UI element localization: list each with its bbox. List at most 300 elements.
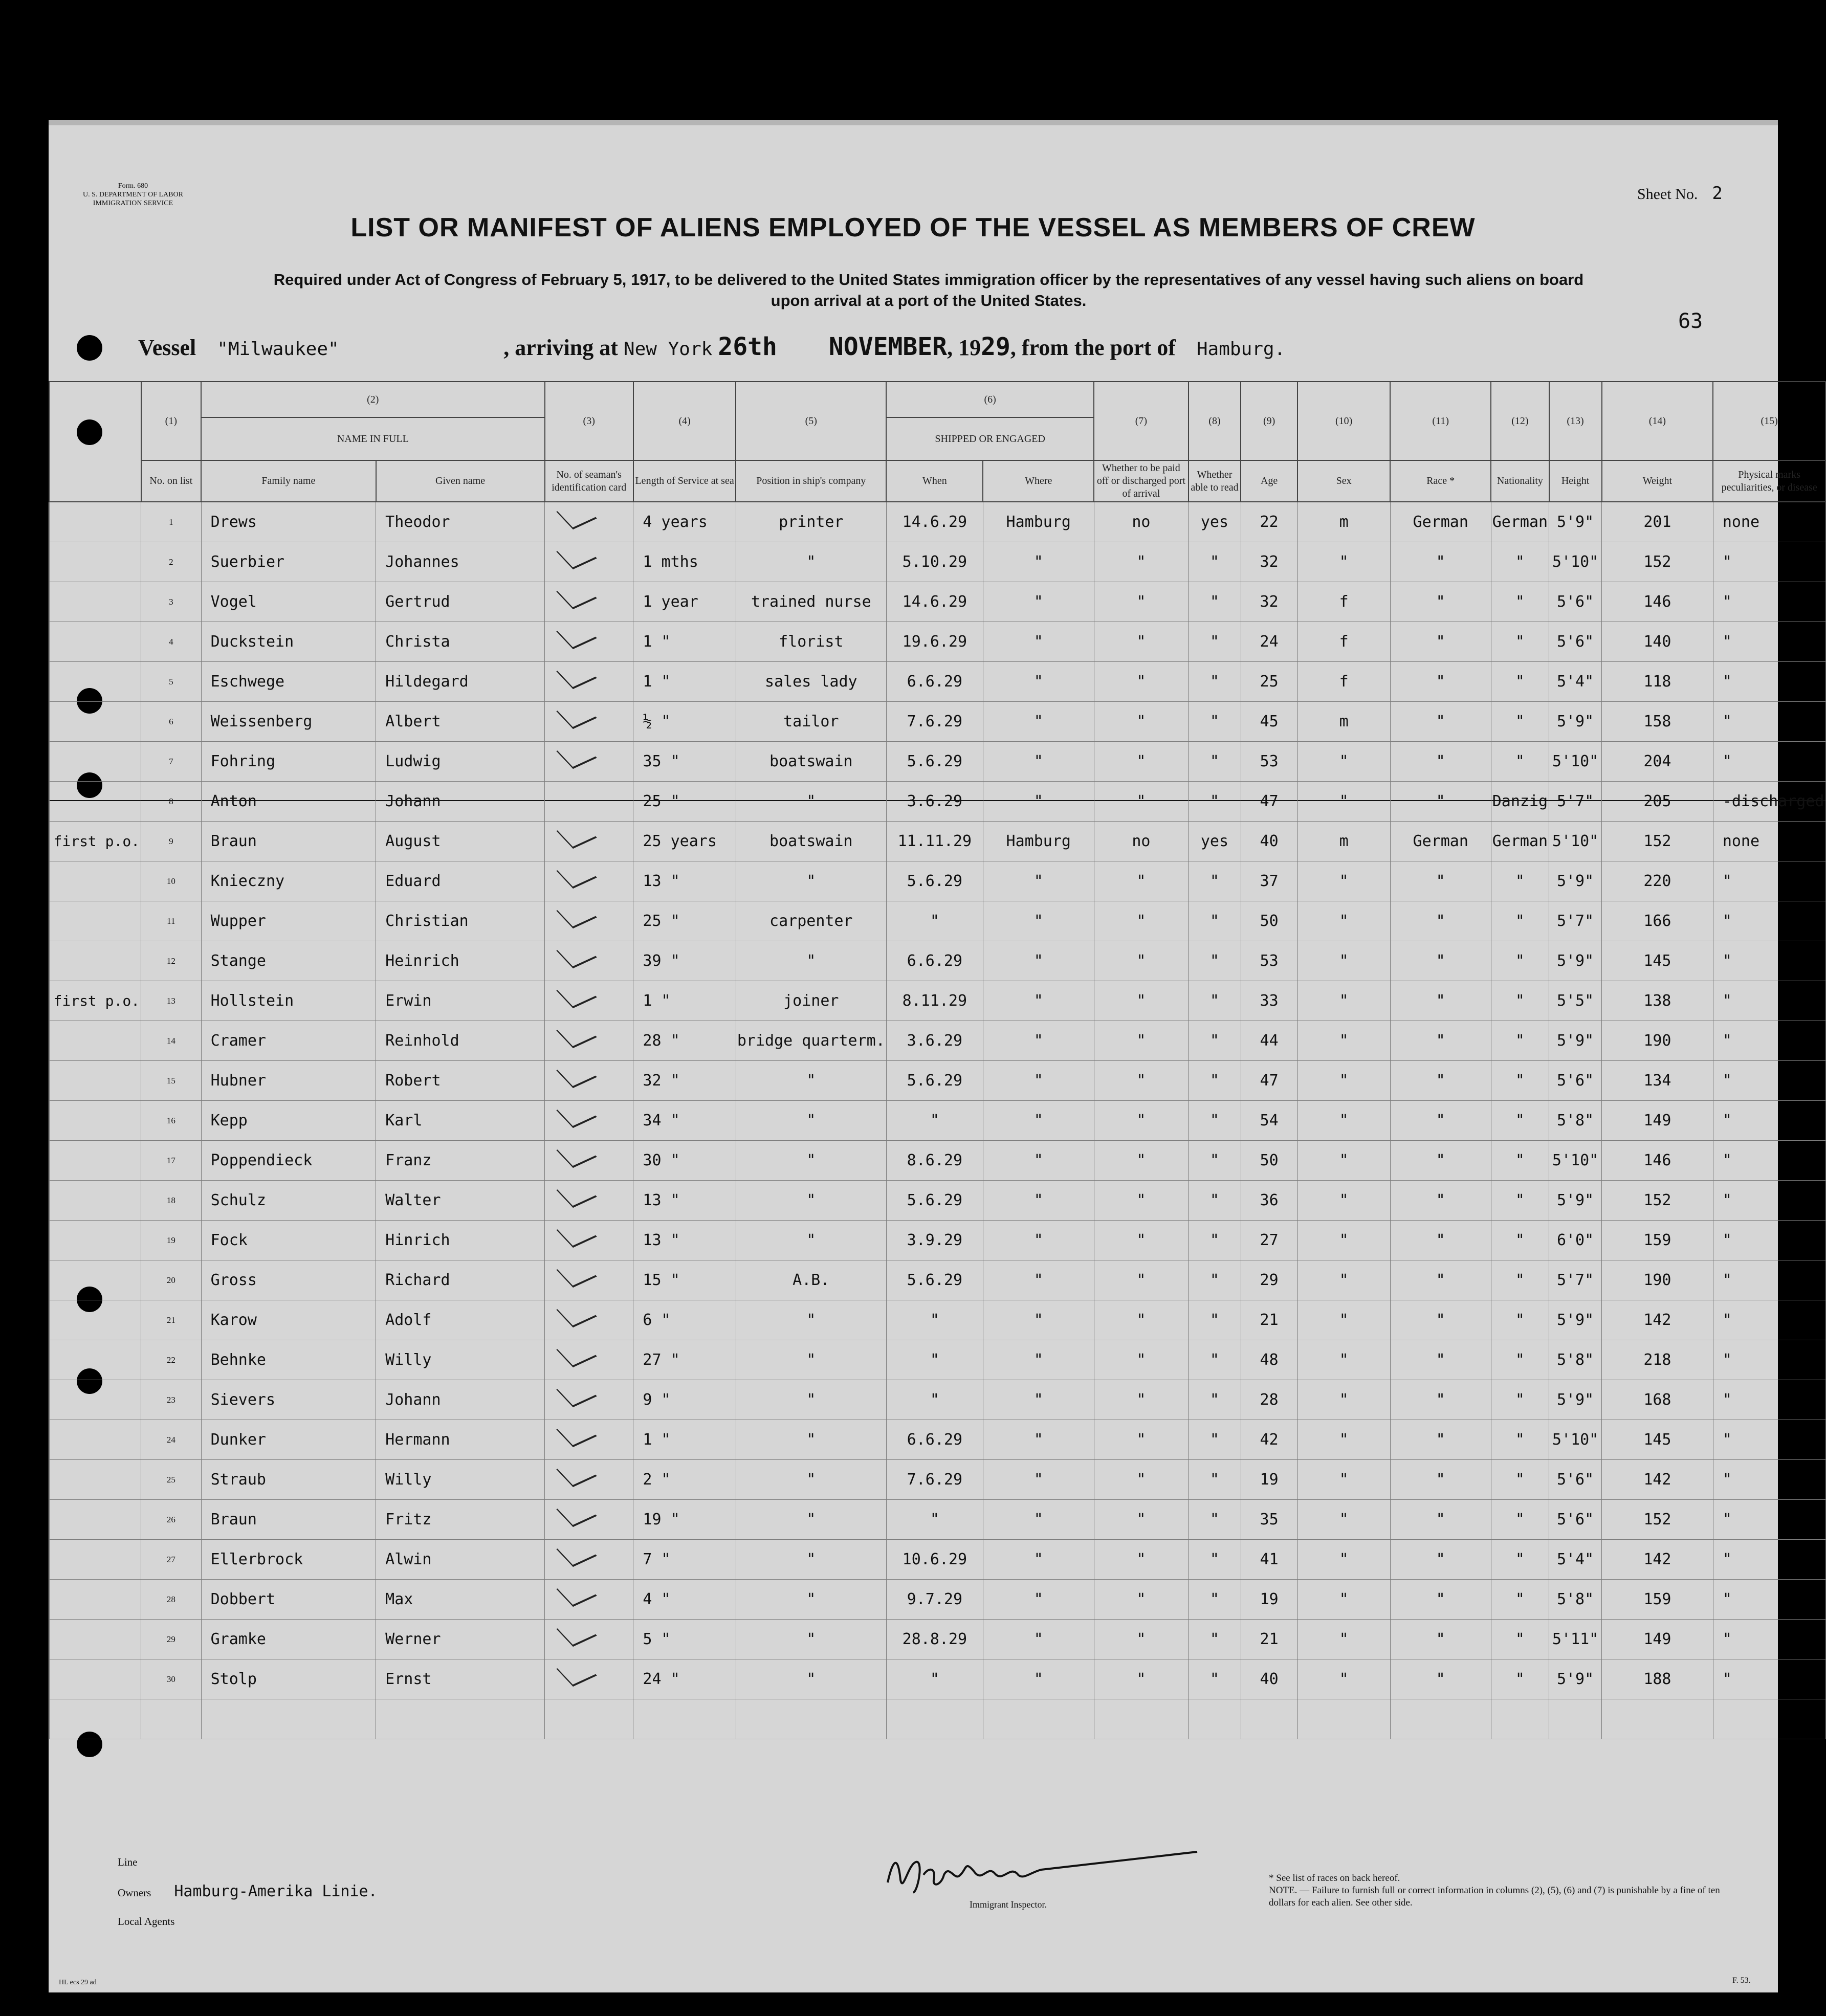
vessel-line (138, 333, 1285, 361)
given-name-cell: Gertrud (376, 582, 545, 622)
family-name-cell: Ellerbrock (201, 1540, 376, 1580)
sex-cell: " (1297, 981, 1390, 1021)
arrival-day: 26th (718, 333, 777, 361)
given-name-cell: Albert (376, 702, 545, 742)
family-name-cell: Braun (201, 1500, 376, 1540)
remark-cell (49, 1620, 141, 1659)
height-cell: 5'4" (1549, 1540, 1602, 1580)
row-number: 25 (141, 1460, 202, 1500)
remark-cell (49, 1061, 141, 1101)
physical-marks-cell: " (1713, 1500, 1825, 1540)
row-number: 21 (141, 1300, 202, 1340)
physical-marks-cell: " (1713, 941, 1825, 981)
empty-cell (1549, 1699, 1602, 1739)
nationality-cell: " (1491, 1181, 1549, 1221)
row-number: 13 (141, 981, 202, 1021)
paid-off-cell: " (1094, 1021, 1189, 1061)
arrival-month: NOVEMBER (828, 333, 948, 361)
footer-local-agents (118, 1915, 174, 1928)
header-id-card: No. of seaman's identification card (545, 460, 633, 502)
shipped-when-cell: 11.11.29 (886, 822, 983, 861)
shipped-where-cell: Hamburg (983, 822, 1094, 861)
header-where: Where (983, 460, 1094, 502)
sex-cell: " (1297, 1380, 1390, 1420)
footer-owners (118, 1882, 378, 1900)
header-read-col-number: (8) (1189, 382, 1241, 460)
age-cell: 40 (1241, 1659, 1297, 1699)
able-to-read-cell: " (1189, 702, 1241, 742)
physical-marks-cell: " (1713, 1420, 1825, 1460)
weight-cell: 152 (1602, 822, 1713, 861)
height-cell: 5'8" (1549, 1101, 1602, 1141)
printer-mark: HL ecs 29 ad (59, 1979, 97, 1986)
table-row (49, 582, 1825, 622)
weight-cell: 201 (1602, 502, 1713, 542)
family-name-cell: Fock (201, 1221, 376, 1260)
height-cell: 5'7" (1549, 1260, 1602, 1300)
family-name-cell: Dunker (201, 1420, 376, 1460)
header-when: When (886, 460, 983, 502)
physical-marks-cell: " (1713, 901, 1825, 941)
given-name-cell: Eduard (376, 861, 545, 901)
shipped-when-cell: 5.6.29 (886, 1061, 983, 1101)
given-name-cell: Theodor (376, 502, 545, 542)
remark-cell (49, 1260, 141, 1300)
service-cell: 19 " (633, 1500, 736, 1540)
age-cell: 21 (1241, 1620, 1297, 1659)
id-card-cell (545, 1101, 633, 1141)
height-cell: 5'9" (1549, 1021, 1602, 1061)
service-cell: 13 " (633, 861, 736, 901)
able-to-read-cell: " (1189, 1260, 1241, 1300)
table-row (49, 1620, 1825, 1659)
empty-cell (633, 1699, 736, 1739)
remark-cell (49, 1021, 141, 1061)
race-cell: " (1390, 901, 1491, 941)
age-cell: 41 (1241, 1540, 1297, 1580)
service-cell: 1 " (633, 981, 736, 1021)
table-row (49, 941, 1825, 981)
row-number: 29 (141, 1620, 202, 1659)
id-card-cell (545, 1300, 633, 1340)
checkmark-icon (556, 1221, 597, 1248)
shipped-where-cell: " (983, 1300, 1094, 1340)
family-name-cell: Behnke (201, 1340, 376, 1380)
shipped-where-cell: " (983, 1260, 1094, 1300)
paid-off-cell: " (1094, 1101, 1189, 1141)
position-cell: " (736, 1500, 886, 1540)
position-cell: trained nurse (736, 582, 886, 622)
service-cell: 7 " (633, 1540, 736, 1580)
race-cell: " (1390, 1420, 1491, 1460)
row-number: 18 (141, 1181, 202, 1221)
checkmark-icon (556, 1141, 597, 1168)
able-to-read-cell: " (1189, 1620, 1241, 1659)
checkmark-icon (556, 1380, 597, 1408)
shipped-where-cell: " (983, 1021, 1094, 1061)
sex-cell: " (1297, 1340, 1390, 1380)
position-cell: " (736, 1061, 886, 1101)
age-cell: 42 (1241, 1420, 1297, 1460)
able-to-read-cell: yes (1189, 822, 1241, 861)
family-name-cell: Cramer (201, 1021, 376, 1061)
shipped-where-cell: " (983, 861, 1094, 901)
paid-off-cell: " (1094, 1340, 1189, 1380)
shipped-when-cell: " (886, 1300, 983, 1340)
able-to-read-cell: " (1189, 542, 1241, 582)
header-height: Height (1549, 460, 1602, 502)
shipped-when-cell: 6.6.29 (886, 941, 983, 981)
row-number: 10 (141, 861, 202, 901)
row-number: 9 (141, 822, 202, 861)
row-number: 19 (141, 1221, 202, 1260)
paid-off-cell: no (1094, 822, 1189, 861)
age-cell: 54 (1241, 1101, 1297, 1141)
weight-cell: 218 (1602, 1340, 1713, 1380)
weight-cell: 140 (1602, 622, 1713, 662)
height-cell: 5'8" (1549, 1580, 1602, 1620)
height-cell: 5'9" (1549, 1659, 1602, 1699)
weight-cell: 138 (1602, 981, 1713, 1021)
service-cell: 4 " (633, 1580, 736, 1620)
header-family-name: Family name (201, 460, 376, 502)
paid-off-cell: " (1094, 1420, 1189, 1460)
nationality-cell: " (1491, 1300, 1549, 1340)
checkmark-icon (556, 1021, 597, 1049)
remark-cell (49, 582, 141, 622)
given-name-cell: Willy (376, 1340, 545, 1380)
position-cell: " (736, 1181, 886, 1221)
paid-off-cell: " (1094, 1260, 1189, 1300)
family-name-cell: Stolp (201, 1659, 376, 1699)
shipped-when-cell: 7.6.29 (886, 702, 983, 742)
empty-cell (49, 1699, 141, 1739)
table-row (49, 1260, 1825, 1300)
row-number: 23 (141, 1380, 202, 1420)
checkmark-icon (556, 1300, 597, 1328)
service-cell: 35 " (633, 742, 736, 782)
height-cell: 5'8" (1549, 1340, 1602, 1380)
physical-marks-cell: " (1713, 1021, 1825, 1061)
family-name-cell: Wupper (201, 901, 376, 941)
table-row (49, 742, 1825, 782)
sex-cell: " (1297, 1260, 1390, 1300)
service-cell: 4 years (633, 502, 736, 542)
height-cell: 5'11" (1549, 1620, 1602, 1659)
table-row (49, 1300, 1825, 1340)
given-name-cell: Erwin (376, 981, 545, 1021)
height-cell: 5'6" (1549, 1061, 1602, 1101)
header-service-col-number: (4) (633, 382, 736, 460)
family-name-cell: Hollstein (201, 981, 376, 1021)
remark-cell (49, 622, 141, 662)
nationality-cell: " (1491, 1620, 1549, 1659)
physical-marks-cell: none (1713, 502, 1825, 542)
table-row (49, 782, 1825, 822)
table-row (49, 1181, 1825, 1221)
able-to-read-cell: " (1189, 1061, 1241, 1101)
position-cell: " (736, 1380, 886, 1420)
header-paid-col-number: (7) (1094, 382, 1189, 460)
sex-cell: " (1297, 901, 1390, 941)
family-name-cell: Vogel (201, 582, 376, 622)
service-cell: 13 " (633, 1221, 736, 1260)
race-cell: " (1390, 742, 1491, 782)
header-shipped-or-engaged: SHIPPED OR ENGAGED (886, 417, 1094, 460)
position-cell: " (736, 1420, 886, 1460)
service-cell: 25 " (633, 782, 736, 822)
id-card-cell (545, 981, 633, 1021)
able-to-read-cell: " (1189, 1500, 1241, 1540)
year-prefix: , 19 (947, 335, 981, 360)
id-card-cell (545, 1260, 633, 1300)
physical-marks-cell: " (1713, 622, 1825, 662)
nationality-cell: " (1491, 582, 1549, 622)
position-cell: " (736, 1540, 886, 1580)
race-cell: " (1390, 981, 1491, 1021)
paid-off-cell: " (1094, 861, 1189, 901)
weight-cell: 142 (1602, 1460, 1713, 1500)
remark-cell: first p.o. (49, 981, 141, 1021)
id-card-cell (545, 1141, 633, 1181)
race-cell: " (1390, 1061, 1491, 1101)
id-card-cell (545, 502, 633, 542)
note-races: * See list of races on back hereof. (1269, 1873, 1400, 1884)
age-cell: 37 (1241, 861, 1297, 901)
race-cell: " (1390, 1101, 1491, 1141)
sex-cell: m (1297, 502, 1390, 542)
id-card-cell (545, 1340, 633, 1380)
height-cell: 6'0" (1549, 1221, 1602, 1260)
sex-cell: " (1297, 782, 1390, 822)
row-number: 1 (141, 502, 202, 542)
header-given-name: Given name (376, 460, 545, 502)
checkmark-icon (556, 822, 597, 849)
header-race: Race * (1390, 460, 1491, 502)
remark-cell (49, 901, 141, 941)
given-name-cell: Robert (376, 1061, 545, 1101)
service-cell: 6 " (633, 1300, 736, 1340)
sex-cell: " (1297, 1300, 1390, 1340)
family-name-cell: Weissenberg (201, 702, 376, 742)
family-name-cell: Straub (201, 1460, 376, 1500)
header-age-col-number: (9) (1241, 382, 1297, 460)
shipped-where-cell: " (983, 622, 1094, 662)
shipped-where-cell: " (983, 1380, 1094, 1420)
position-cell: boatswain (736, 742, 886, 782)
physical-marks-cell: " (1713, 1340, 1825, 1380)
id-card-cell (545, 782, 633, 822)
age-cell: 50 (1241, 901, 1297, 941)
height-cell: 5'9" (1549, 1380, 1602, 1420)
header-sex-col-number: (10) (1297, 382, 1390, 460)
position-cell: carpenter (736, 901, 886, 941)
inspector-signature (877, 1844, 1205, 1903)
id-card-cell (545, 702, 633, 742)
table-row (49, 1141, 1825, 1181)
shipped-where-cell: " (983, 1141, 1094, 1181)
position-cell: " (736, 861, 886, 901)
nationality-cell: " (1491, 1021, 1549, 1061)
remark-cell (49, 742, 141, 782)
header-height-col-number: (13) (1549, 382, 1602, 460)
subtitle-line-2: upon arrival at a port of the United States. (771, 292, 1087, 309)
height-cell: 5'6" (1549, 1460, 1602, 1500)
paid-off-cell: " (1094, 1061, 1189, 1101)
nationality-cell: " (1491, 1061, 1549, 1101)
form-department: U. S. DEPARTMENT OF LABOR (83, 191, 183, 198)
sex-cell: " (1297, 1420, 1390, 1460)
physical-marks-cell: " (1713, 1460, 1825, 1500)
shipped-when-cell: 3.6.29 (886, 1021, 983, 1061)
checkmark-icon (556, 1620, 597, 1647)
remark-cell (49, 941, 141, 981)
row-number: 15 (141, 1061, 202, 1101)
race-cell: German (1390, 822, 1491, 861)
nationality-cell: " (1491, 1659, 1549, 1699)
row-number: 5 (141, 662, 202, 702)
position-cell: " (736, 1659, 886, 1699)
position-cell: " (736, 1580, 886, 1620)
height-cell: 5'4" (1549, 662, 1602, 702)
sex-cell: " (1297, 542, 1390, 582)
sex-cell: " (1297, 861, 1390, 901)
service-cell: 13 " (633, 1181, 736, 1221)
id-card-cell (545, 1540, 633, 1580)
shipped-when-cell: 6.6.29 (886, 662, 983, 702)
given-name-cell: Adolf (376, 1300, 545, 1340)
service-cell: ½ " (633, 702, 736, 742)
shipped-when-cell: 6.6.29 (886, 1420, 983, 1460)
shipped-where-cell: " (983, 901, 1094, 941)
checkmark-icon (556, 981, 597, 1009)
empty-cell (545, 1699, 633, 1739)
height-cell: 5'10" (1549, 542, 1602, 582)
checkmark-icon (556, 1460, 597, 1488)
header-name-col-number: (2) (201, 382, 544, 417)
empty-cell (886, 1699, 983, 1739)
id-card-cell (545, 662, 633, 702)
nationality-cell: " (1491, 981, 1549, 1021)
footer-line (118, 1856, 137, 1869)
id-card-cell (545, 1221, 633, 1260)
nationality-cell: Danzig (1491, 782, 1549, 822)
height-cell: 5'9" (1549, 502, 1602, 542)
weight-cell: 134 (1602, 1061, 1713, 1101)
able-to-read-cell: " (1189, 662, 1241, 702)
checkmark-icon (556, 1420, 597, 1448)
checkmark-icon (556, 502, 597, 529)
empty-row (49, 1699, 1825, 1739)
checkmark-icon (556, 742, 597, 769)
checkmark-icon (556, 542, 597, 570)
able-to-read-cell: " (1189, 1101, 1241, 1141)
line-label: Line (118, 1856, 138, 1868)
able-to-read-cell: " (1189, 1540, 1241, 1580)
subtitle-line-1: Required under Act of Congress of February 5, 1917, to be delivered to the United States immigration officer by the representatives of any vessel having such aliens on board (273, 271, 1584, 289)
race-cell: " (1390, 1260, 1491, 1300)
header-nationality-col-number: (12) (1491, 382, 1549, 460)
physical-marks-cell: " (1713, 1221, 1825, 1260)
shipped-where-cell: " (983, 1659, 1094, 1699)
given-name-cell: Johann (376, 782, 545, 822)
weight-cell: 149 (1602, 1101, 1713, 1141)
race-cell: " (1390, 622, 1491, 662)
weight-cell: 152 (1602, 1500, 1713, 1540)
id-card-cell (545, 1659, 633, 1699)
able-to-read-cell: " (1189, 1380, 1241, 1420)
age-cell: 45 (1241, 702, 1297, 742)
remark-cell (49, 1380, 141, 1420)
header-physical-marks: Physical marks peculiarities, or disease (1713, 460, 1825, 502)
sex-cell: " (1297, 1580, 1390, 1620)
remark-cell (49, 502, 141, 542)
shipped-when-cell: 5.10.29 (886, 542, 983, 582)
shipped-where-cell: " (983, 662, 1094, 702)
row-number: 14 (141, 1021, 202, 1061)
remark-cell (49, 1101, 141, 1141)
id-card-cell (545, 1420, 633, 1460)
shipped-when-cell: 7.6.29 (886, 1460, 983, 1500)
row-number: 16 (141, 1101, 202, 1141)
height-cell: 5'9" (1549, 941, 1602, 981)
service-cell: 1 mths (633, 542, 736, 582)
position-cell: " (736, 941, 886, 981)
family-name-cell: Gramke (201, 1620, 376, 1659)
race-cell: " (1390, 1580, 1491, 1620)
weight-cell: 188 (1602, 1659, 1713, 1699)
header-no-on-list: No. on list (141, 460, 202, 502)
header-paid-off: Whether to be paid off or discharged port of arrival (1094, 460, 1189, 502)
family-name-cell: Eschwege (201, 662, 376, 702)
race-cell: " (1390, 1659, 1491, 1699)
age-cell: 48 (1241, 1340, 1297, 1380)
position-cell: " (736, 1101, 886, 1141)
age-cell: 47 (1241, 782, 1297, 822)
form-number: Form. 680 (118, 182, 148, 190)
nationality-cell: " (1491, 622, 1549, 662)
id-card-cell (545, 1460, 633, 1500)
shipped-where-cell: " (983, 941, 1094, 981)
note-text: NOTE. — Failure to furnish full or correct information in columns (2), (5), (6) and (7) is punishable by a fine of ten dollars for each alien. See other side. (1269, 1885, 1720, 1908)
header-race-col-number: (11) (1390, 382, 1491, 460)
weight-cell: 149 (1602, 1620, 1713, 1659)
position-cell: A.B. (736, 1260, 886, 1300)
sex-cell: " (1297, 1101, 1390, 1141)
nationality-cell: German (1491, 502, 1549, 542)
nationality-cell: " (1491, 1101, 1549, 1141)
given-name-cell: Fritz (376, 1500, 545, 1540)
empty-cell (1297, 1699, 1390, 1739)
given-name-cell: Werner (376, 1620, 545, 1659)
arriving-port: New York (623, 339, 713, 360)
age-cell: 21 (1241, 1300, 1297, 1340)
sex-cell: f (1297, 622, 1390, 662)
shipped-when-cell: 5.6.29 (886, 742, 983, 782)
sex-cell: " (1297, 1141, 1390, 1181)
shipped-when-cell: " (886, 1659, 983, 1699)
remark-cell (49, 1141, 141, 1181)
able-to-read-cell: " (1189, 1420, 1241, 1460)
shipped-when-cell: 3.6.29 (886, 782, 983, 822)
weight-cell: 118 (1602, 662, 1713, 702)
header-nationality: Nationality (1491, 460, 1549, 502)
id-card-cell (545, 542, 633, 582)
weight-cell: 166 (1602, 901, 1713, 941)
shipped-where-cell: Hamburg (983, 502, 1094, 542)
table-row (49, 502, 1825, 542)
age-cell: 27 (1241, 1221, 1297, 1260)
